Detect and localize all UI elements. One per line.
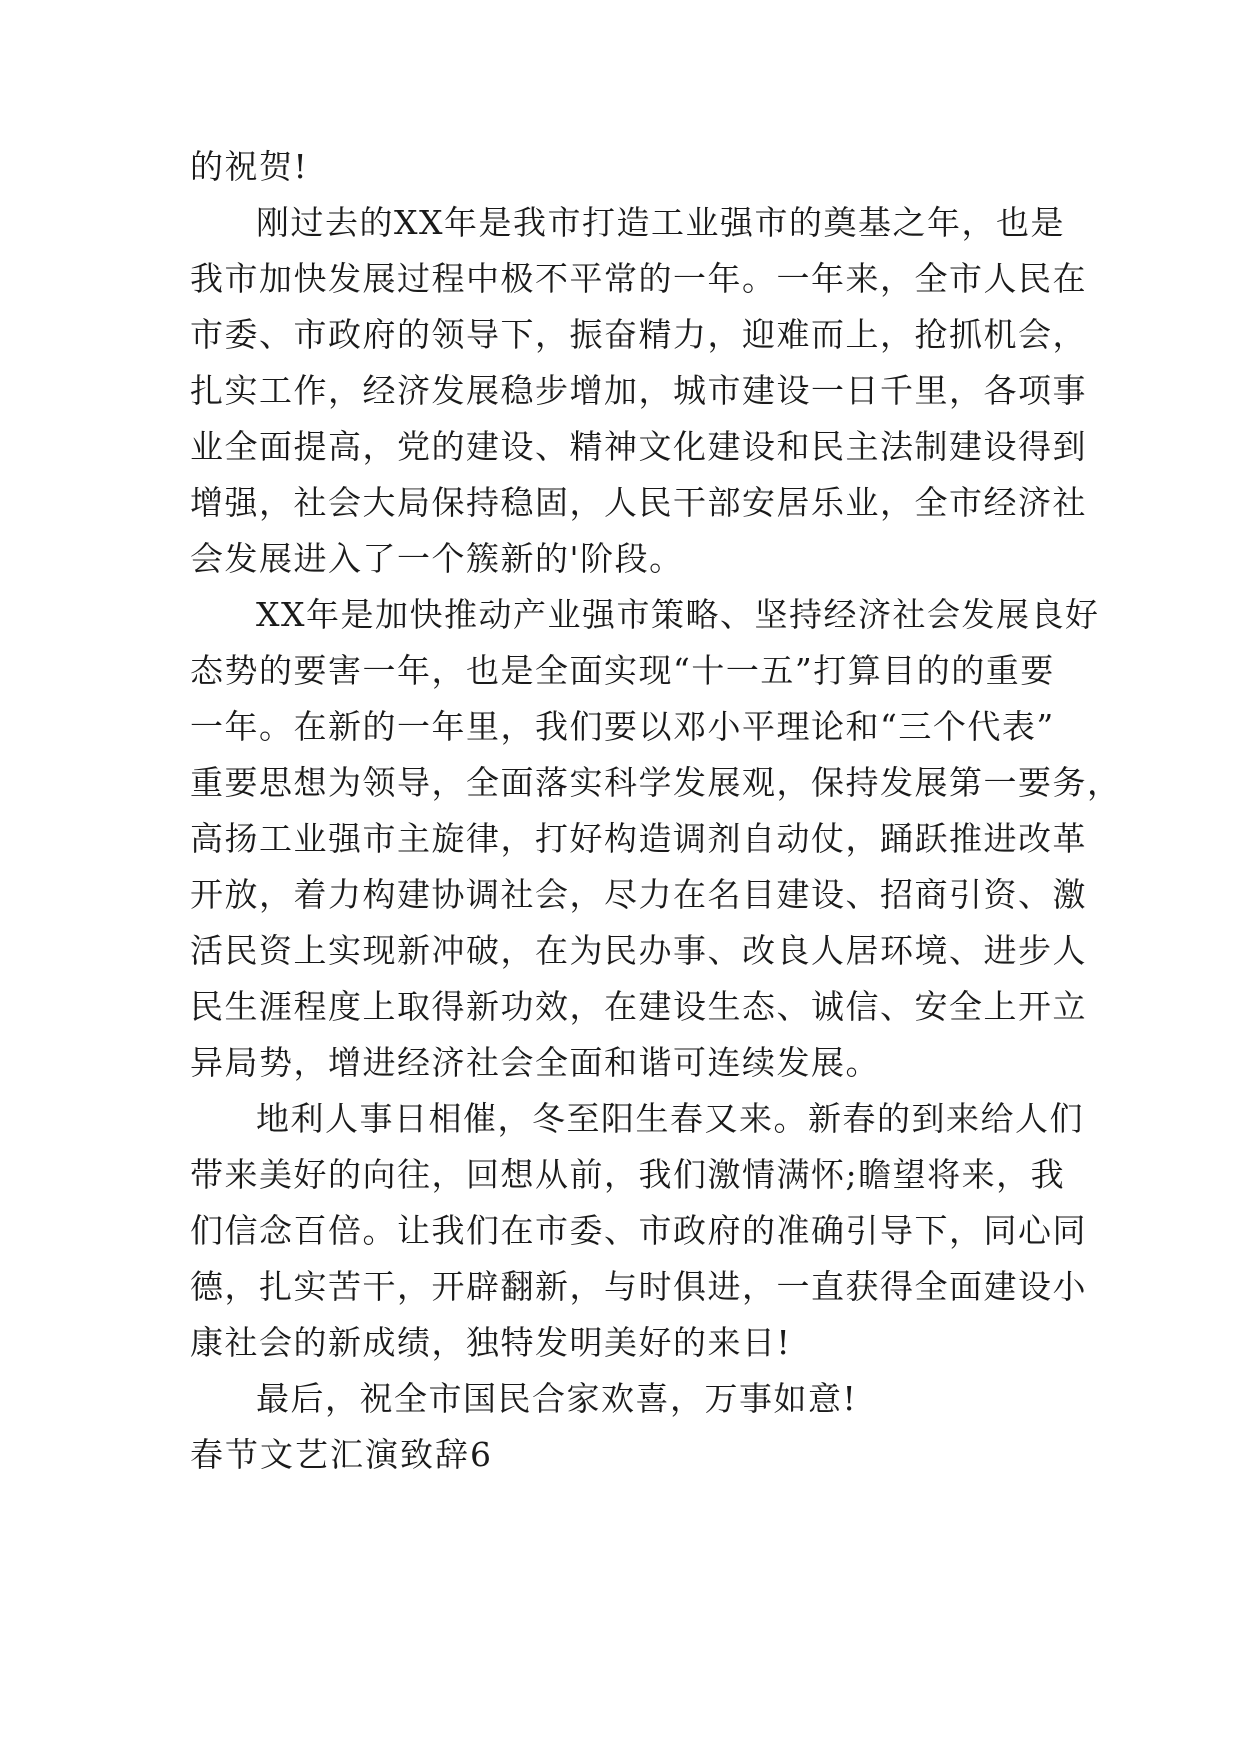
text-line: 业全面提高，党的建设、精神文化建设和民主法制建设得到 <box>190 427 1087 466</box>
text-line: 们信念百倍。让我们在市委、市政府的准确引导下，同心同 <box>190 1211 1087 1250</box>
text-line: 扎实工作，经济发展稳步增加，城市建设一日千里，各项事 <box>190 371 1087 410</box>
text-line: 活民资上实现新冲破，在为民办事、改良人居环境、进步人 <box>190 931 1087 970</box>
text-line: 异局势，增进经济社会全面和谐可连续发展。 <box>190 1043 880 1082</box>
text-line: 增强，社会大局保持稳固，人民干部安居乐业，全市经济社 <box>190 483 1087 522</box>
text-line: 康社会的新成绩，独特发明美好的来日! <box>190 1323 792 1362</box>
closing-line: 最后，祝全市国民合家欢喜，万事如意! <box>256 1379 858 1418</box>
text-line: 态势的要害一年，也是全面实现“十一五”打算目的的重要 <box>190 651 1055 690</box>
text-line: 高扬工业强市主旋律，打好构造调剂自动仗，踊跃推进改革 <box>190 819 1087 858</box>
text-line: 带来美好的向往，回想从前，我们激情满怀;瞻望将来，我 <box>190 1155 1066 1194</box>
text-line: 民生涯程度上取得新功效，在建设生态、诚信、安全上开立 <box>190 987 1087 1026</box>
section-heading: 春节文艺汇演致辞6 <box>190 1435 493 1474</box>
text-line: 重要思想为领导，全面落实科学发展观，保持发展第一要务， <box>190 763 1122 802</box>
paragraph-first-line: XX年是加快推动产业强市策略、坚持经济社会发展良好 <box>256 595 1100 634</box>
text-line: 我市加快发展过程中极不平常的一年。一年来，全市人民在 <box>190 259 1087 298</box>
paragraph-first-line: 地利人事日相催，冬至阳生春又来。新春的到来给人们 <box>256 1099 1084 1138</box>
paragraph-first-line: 刚过去的XX年是我市打造工业强市的奠基之年，也是 <box>256 203 1065 242</box>
text-line: 德，扎实苦干，开辟翻新，与时俱进，一直获得全面建设小 <box>190 1267 1087 1306</box>
text-line: 市委、市政府的领导下，振奋精力，迎难而上，抢抓机会， <box>190 315 1087 354</box>
text-line: 的祝贺! <box>190 147 309 186</box>
text-line: 开放，着力构建协调社会，尽力在名目建设、招商引资、激 <box>190 875 1087 914</box>
text-line: 一年。在新的一年里，我们要以邓小平理论和“三个代表” <box>190 707 1055 746</box>
text-line: 会发展进入了一个簇新的'阶段。 <box>190 539 684 578</box>
